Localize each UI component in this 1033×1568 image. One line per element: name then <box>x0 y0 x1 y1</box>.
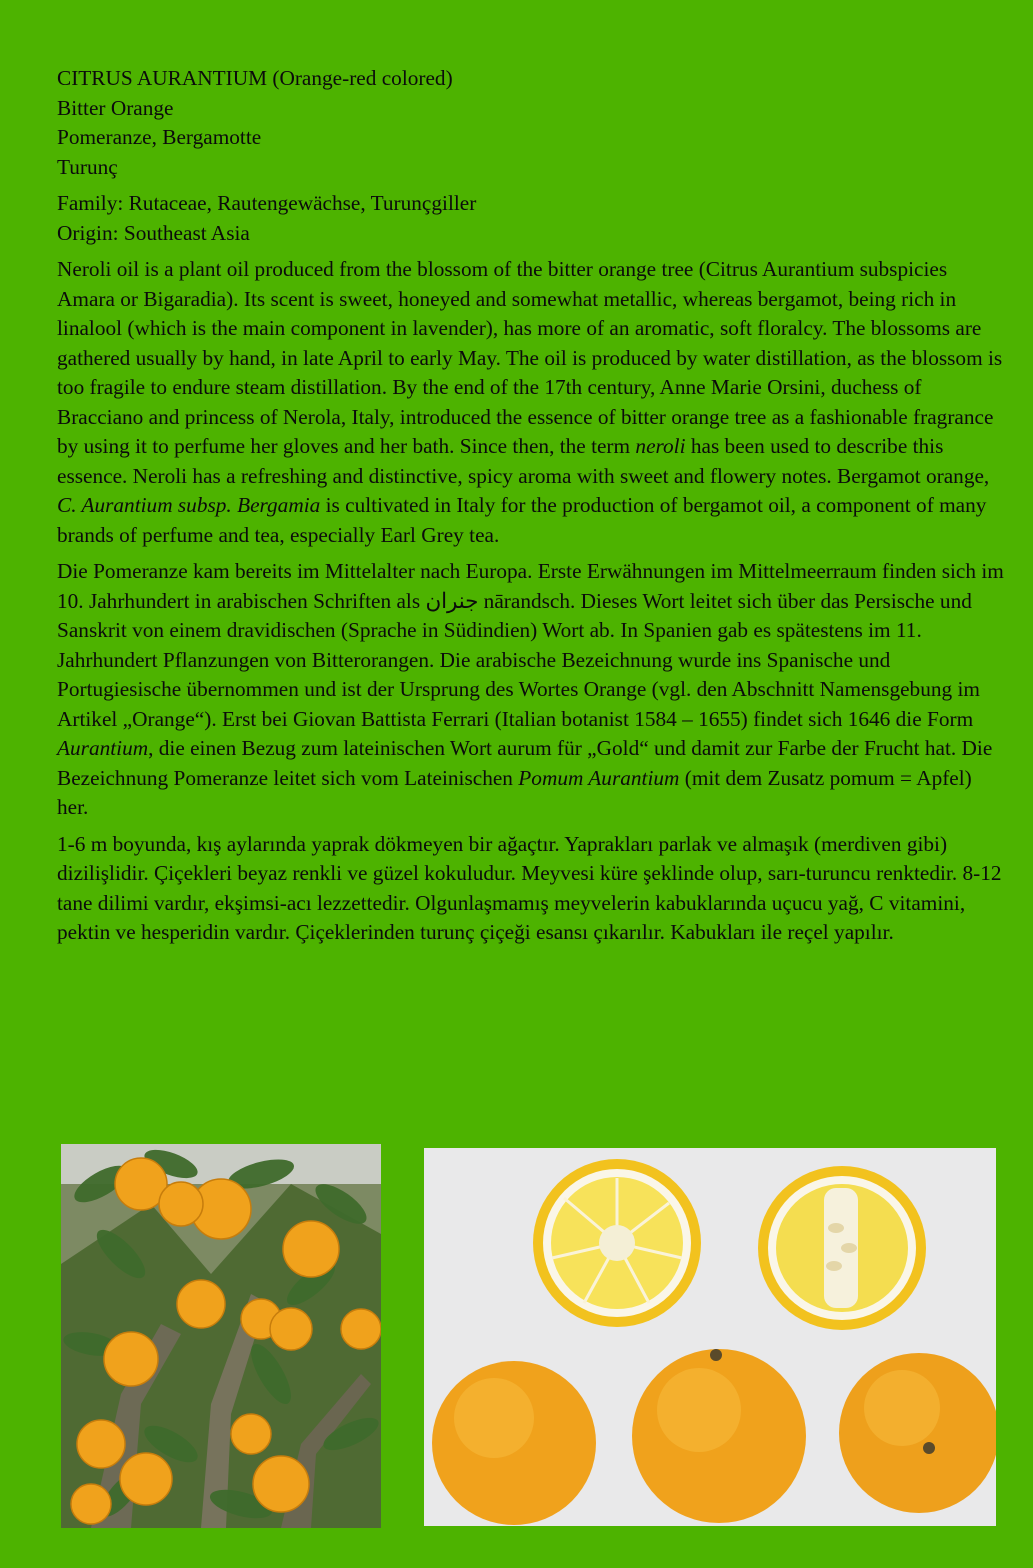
german-paragraph: Die Pomeranze kam bereits im Mittelalter nach Europa. Erste Erwähnungen im Mittelmeerraum finden sich im 10. Jahrhundert in arabischen Schriften als جنران nārandsch. Dieses Wort leitet sich über das Persische und Sanskrit von einem dravidischen (Sprache in Südindien) Wort ab. In Spanien gab es spätestens im 11. Jahrhundert Pflanzungen von Bitterorangen. Die arabische Bezeichnung wurde ins Spanische und Portugiesische übernommen und ist der Ursprung des Wortes Orange (vgl. den Abschnitt Namensgebung im Artikel „Orange“). Erst bei Giovan Battista Ferrari (Italian botanist 1584 – 1655) findet sich 1646 die Form Aurantium, die einen Bezug zum lateinischen Wort aurum für „Gold“ und damit zur Farbe der Frucht hat. Die Bezeichnung Pomeranze leitet sich vom Lateinischen Pomum Aurantium (mit dem Zusatz pomum = Apfel) her. <box>57 559 1004 819</box>
origin-line: Origin: Southeast Asia <box>57 220 250 245</box>
whole-orange-left <box>432 1361 596 1525</box>
tree-photo <box>61 1144 381 1528</box>
article <box>57 64 1007 955</box>
whole-orange-middle <box>632 1349 806 1523</box>
cut-orange-left <box>533 1159 701 1327</box>
cut-orange-right <box>758 1166 926 1330</box>
bergamia-term: C. Aurantium subsp. Bergamia <box>57 493 321 517</box>
turkish-paragraph: 1-6 m boyunda, kış aylarında yaprak dökmeyen bir ağaçtır. Yaprakları parlak ve almaşık (merdiven gibi) dizilişlidir. Çiçekleri beyaz renkli ve güzel kokuludur. Meyvesi küre şeklinde olup, sarı-turuncu renktedir. 8-12 tane dilimi vardır, ekşimsi-acı lezzettedir. Olgunlaşmamış meyvelerin kabuklarında uçucu yağ, C vitamini, pektin ve hesperidin vardır. Çiçeklerinden turunç çiçeği esansı çıkarılır. Kabukları ile reçel yapılır. <box>57 831 1002 944</box>
whole-orange-right <box>839 1353 996 1513</box>
neroli-term: neroli <box>635 434 686 458</box>
fruits-photo <box>424 1148 996 1526</box>
orange-tree-illustration <box>61 1144 381 1528</box>
family-line: Family: Rutaceae, Rautengewächse, Turunçgiller <box>57 191 477 215</box>
german-name: Pomeranze, Bergamotte <box>57 125 262 149</box>
scientific-name: CITRUS AURANTIUM (Orange-red colored) <box>57 66 453 90</box>
pomum-aurantium-term: Pomum Aurantium <box>518 765 680 790</box>
turkish-name: Turunç <box>57 154 118 179</box>
english-paragraph: Neroli oil is a plant oil produced from the blossom of the bitter orange tree (Citrus Aurantium subspicies Amara or Bigaradia). Its scent is sweet, honeyed and somewhat metallic, whereas bergamot, being rich in linalool (which is the main component in lavender), has more of an aromatic, soft floralcy. The blossoms are gathered usually by hand, in late April to early May. The oil is produced by water distillation, as the blossom is too fragile to endure steam distillation. By the end of the 17th century, Anne Marie Orsini, duchess of Bracciano and princess of Nerola, Italy, introduced the essence of bitter orange tree as a fashionable fragrance by using it to perfume her gloves and her bath. Since then, the term neroli has been used to describe this essence. Neroli has a refreshing and distinctive, spicy aroma with sweet and flowery notes. Bergamot orange, C. Aurantium subsp. Bergamia is cultivated in Italy for the production of bergamot oil, a component of many brands of perfume and tea, especially Earl Grey tea. <box>57 257 1003 547</box>
english-name: Bitter Orange <box>57 95 174 120</box>
aurantium-term: Aurantium <box>57 736 149 760</box>
bitter-oranges-illustration <box>424 1148 996 1526</box>
title-block <box>57 64 1007 182</box>
classification-block <box>57 189 1007 248</box>
